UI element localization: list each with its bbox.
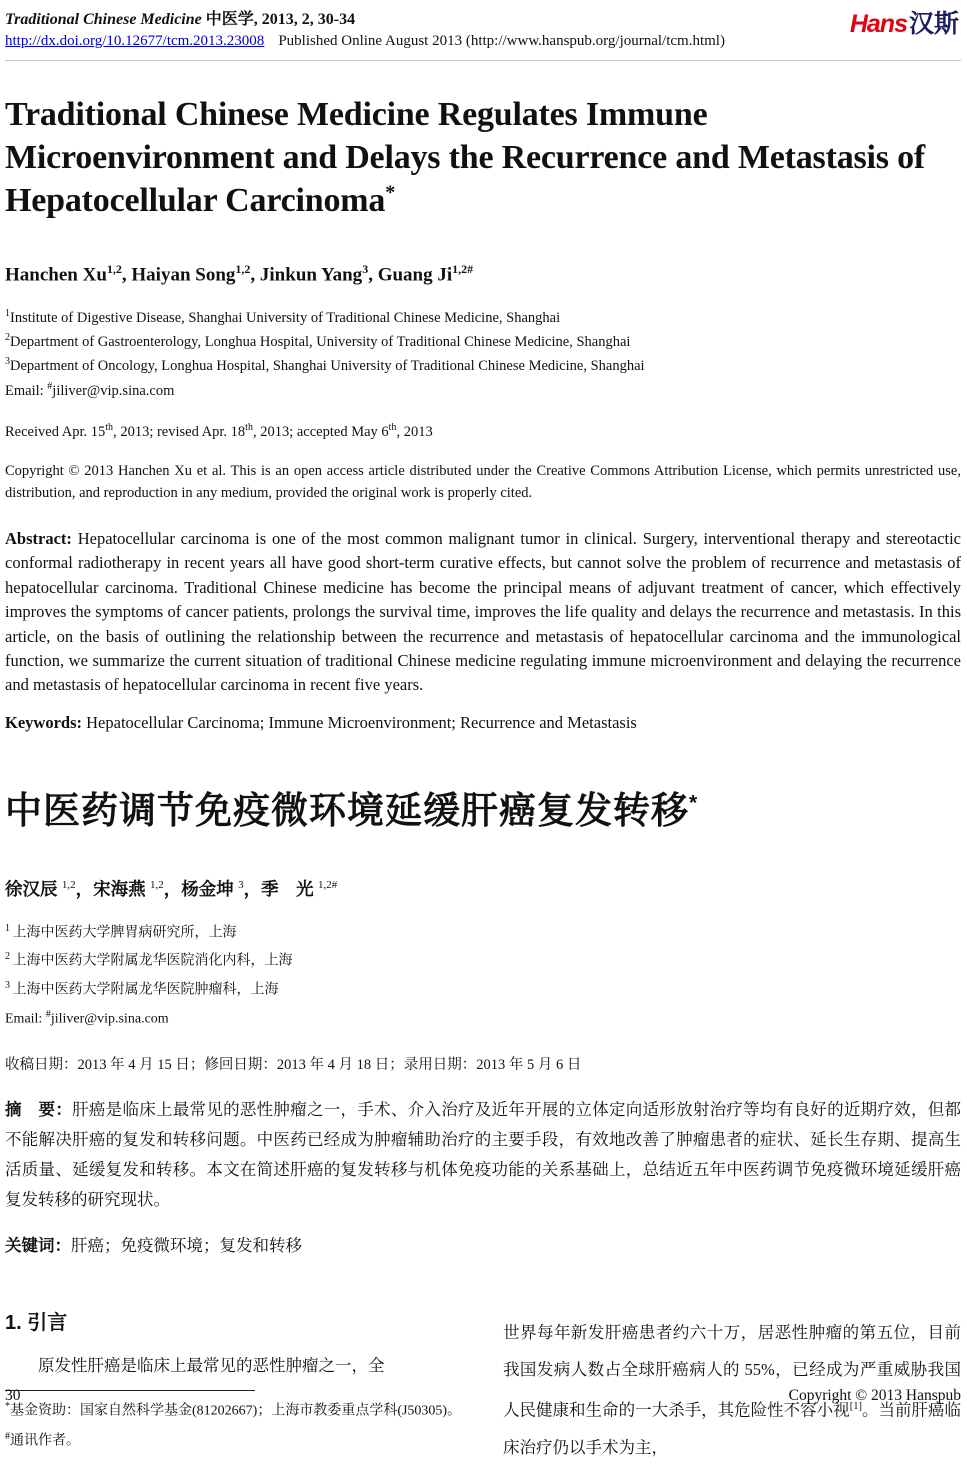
authors-en: Hanchen Xu$^{1,2}$, Haiyan Song$^{1,2}$, Jinkun Yang$^3$, Guang $Ji^{1,2\#}$ xyxy=(5,262,474,286)
abstract-cn-text: 肝癌是临床上最常见的恶性肿瘤之一，手术、介入治疗及近年开展的立体定向适形放射治疗等均有良好的近期疗效，但都不能解决肝癌的复发和转移问题。中医药已经成为肿瘤辅助治疗的主要手段，有效地改善了肿瘤患者的症状、延长生存期、提高生活质量、延缓复发和转移。本文在简述肝癌的复发转移与机体免疫功能的关系基础上，总结近五年中医药调节免疫微环境延缓肝癌复发转移的研究现状。 xyxy=(5,1100,962,1210)
hans-logo-text: Hans xyxy=(849,10,907,38)
section-1-heading: 1. 引言 xyxy=(5,1312,68,1335)
title-cn-footnote-marker: * xyxy=(689,791,699,815)
affiliation-cn-line: $^2$ 上海中医药大学附属龙华医院消化内科，上海 xyxy=(5,951,293,970)
hans-logo-cn: 汉斯 xyxy=(908,10,959,38)
abstract-en xyxy=(5,527,961,698)
doi-line xyxy=(5,33,961,50)
paper-title-text: Traditional Chinese Medicine Regulates Immune Microenvironment and Delays the Recurrence and Metastasis of Hepatocellular Carcinoma xyxy=(5,96,926,219)
hanspub-logo xyxy=(850,4,959,40)
journal-name: Traditional Chinese Medicine xyxy=(5,11,202,28)
intro-paragraph-left: 原发性肝癌是临床上最常见的恶性肿瘤之一，全 xyxy=(38,1356,385,1376)
affiliations-cn xyxy=(5,917,961,1032)
keywords-cn-text: 肝癌；免疫微环境；复发和转移 xyxy=(71,1236,302,1256)
footer-copyright: Copyright © 2013 Hanspub xyxy=(788,1387,961,1404)
doi-link[interactable]: http://dx.doi.org/10.12677/tcm.2013.23008 xyxy=(5,33,265,49)
received-dates: Received Apr. 15th, 2013; revised Apr. 18th, 2013; accepted May 6th, 2013 xyxy=(5,422,433,440)
affiliation-line: $^2$Department of Gastroenterology, Longhua Hospital, University of Traditional Chinese Medicine, Shanghai xyxy=(5,332,631,350)
keywords-text: Hepatocellular Carcinoma; Immune Microenvironment; Recurrence and Metastasis xyxy=(82,712,637,732)
corresponding-author-footnote: #通讯作者。 xyxy=(5,1430,80,1449)
keywords-cn-label: 关键词： xyxy=(5,1237,71,1256)
paper-title-cn xyxy=(5,780,961,834)
journal-issue: 中医学, 2013, 2, 30-34 xyxy=(201,11,356,28)
dates-cn: 收稿日期：2013 年 4 月 15 日；修回日期：2013 年 4 月 18 日；录用日期：2013 年 5 月 6 日 xyxy=(5,1057,582,1074)
journal-header xyxy=(5,6,961,61)
copyright-notice: Copyright © 2013 Hanchen Xu et al. This is an open access article distributed under the Creative Commons Attribution License, which permits unrestricted use, distribution, and reproduction in any medium, provided the original work is properly cited. xyxy=(5,462,961,501)
abstract-cn xyxy=(5,1095,961,1215)
paper-title-cn-text: 中医药调节免疫微环境延缓肝癌复发转移 xyxy=(5,789,689,831)
page-number: 30 xyxy=(5,1387,21,1404)
page-footer xyxy=(5,1387,961,1405)
keywords-label: Keywords: xyxy=(5,712,82,732)
abstract-label: Abstract: xyxy=(5,528,72,548)
authors-cn: 徐汉辰 $^{1,2}$，宋海燕 $^{1,2}$，杨金坤 $^3$，季 光 $^{1,2\#}$ xyxy=(5,878,338,899)
abstract-text: Hepatocellular carcinoma is one of the most common malignant tumor in clinical. Surgery, interventional therapy and stereotactic conformal radiotherapy in recent years all have good short-term curative effects, but cannot solve the problem of recurrence and metastasis of hepatocellular carcinoma. Traditional Chinese medicine has become the principal means of adjuvant treatment of cancer, which effectively improves the symptoms of cancer patients, prolongs the survival time, improves the life quality and delays the recurrence and metastasis. In this article, on the basis of outlining the relationship between the recurrence and metastasis of hepatocellular carcinoma and the immunological function, we summarize the current situation of traditional Chinese medicine regulating immune microenvironment and delaying the recurrence and metastasis of hepatocellular carcinoma in recent five years. xyxy=(5,528,961,695)
keywords-en xyxy=(5,713,961,733)
funding-footnote: *基金资助：国家自然科学基金(81202667)；上海市教委重点学科(J50305)。 xyxy=(5,1401,462,1420)
intro-paragraph-right: 世界每年新发肝癌患者约六十万，居恶性肿瘤的第五位，目前我国发病人数占全球肝癌病人的 55%，已经成为严重威胁我国人民健康和生命的一大杀手，其危险性不容小视[1]。当前肝癌临床治疗仍以手术为主， xyxy=(503,1323,962,1457)
affiliations-en xyxy=(5,304,961,401)
keywords-cn xyxy=(5,1232,961,1256)
paper-title-en xyxy=(5,94,962,222)
published-note: Published Online August 2013 (http://www.hanspub.org/journal/tcm.html) xyxy=(278,33,725,49)
affiliation-cn-line: $^3$ 上海中医药大学附属龙华医院肿瘤科，上海 xyxy=(5,980,279,998)
email-line: Email: #jiliver@vip.sina.com xyxy=(5,380,175,399)
email-cn-line: Email: #jiliver@vip.sina.com xyxy=(5,1008,169,1027)
journal-line xyxy=(5,6,961,29)
affiliation-line: $^1$Institute of Digestive Disease, Shanghai University of Traditional Chinese Medicine, Shanghai xyxy=(5,307,561,326)
affiliation-line: $^3$Department of Oncology, Longhua Hospital, Shanghai University of Traditional Chinese Medicine, Shanghai xyxy=(5,356,645,375)
abstract-cn-label: 摘 要： xyxy=(5,1101,73,1120)
affiliation-cn-line: $^1$ 上海中医药大学脾胃病研究所，上海 xyxy=(5,922,237,941)
title-footnote-marker: * xyxy=(385,181,395,204)
